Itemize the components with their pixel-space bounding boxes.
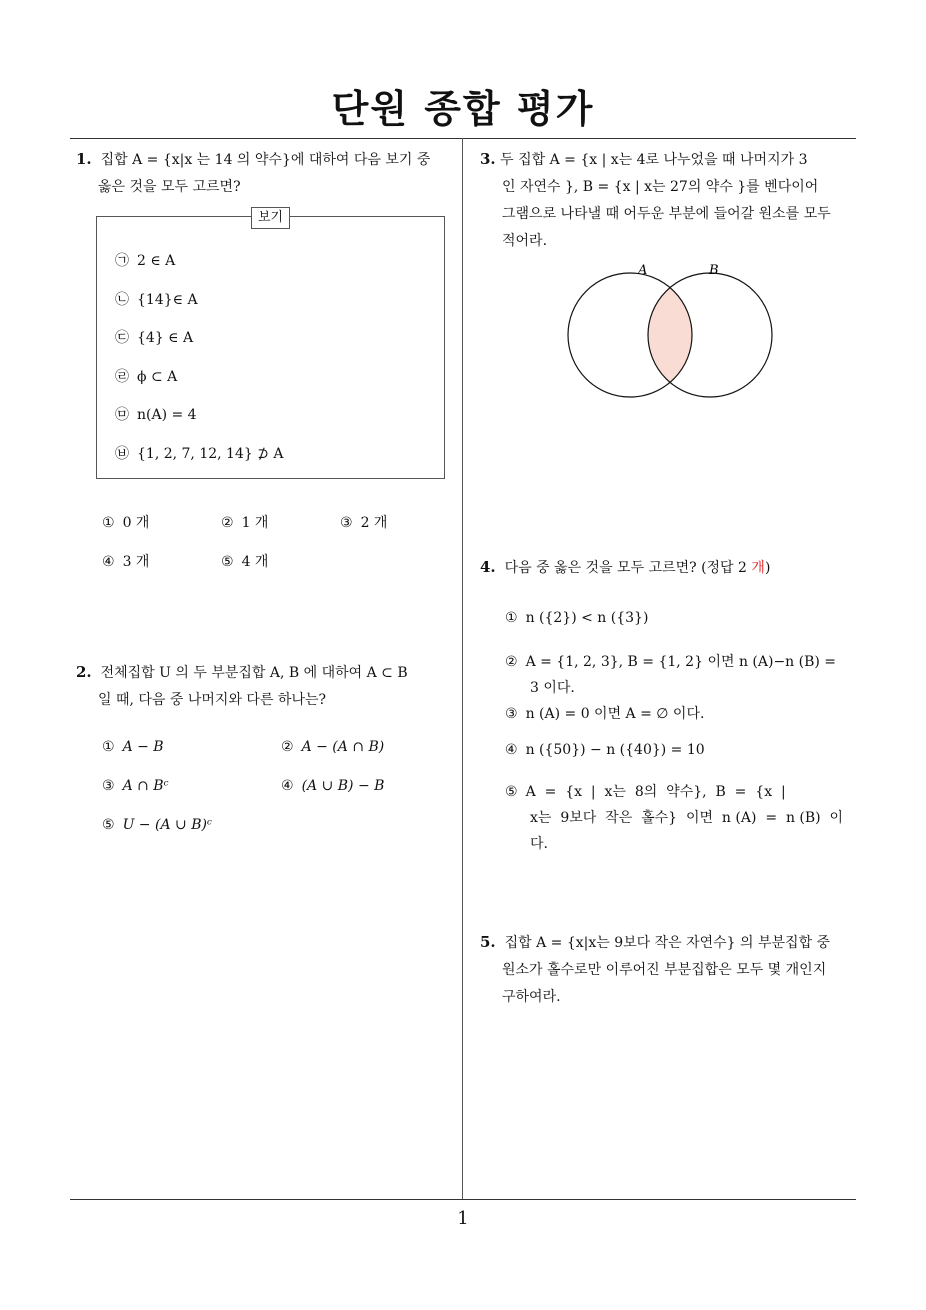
page-number: 1 [457,1208,469,1229]
question-text: 일 때, 다음 중 나머지와 다른 하나는? [98,692,326,708]
answer-choice[interactable]: ④ 3 개 [102,554,150,570]
question-number: 4. [480,558,496,576]
question-number: 3. [480,150,496,168]
question-text-red: 개 [751,560,765,576]
question-text: 적어라. [502,233,548,249]
answer-choice[interactable]: ② 1 개 [221,515,269,531]
question-2 [76,659,408,714]
answer-choice[interactable]: ③ 2 개 [340,515,388,531]
question-4: 4. 다음 중 옳은 것을 모두 고르면? (정답 2 개) [480,558,771,576]
answer-choice[interactable]: ② A − (A ∩ B) [281,739,385,755]
question-text: 집합 A = {x|x는 9보다 작은 자연수} 의 부분집합 중 [504,935,831,951]
question-text: 인 자연수 }, B = {x | x는 27의 약수 }를 벤다이어 [502,179,819,195]
bogi-item: ㉣ ϕ ⊂ A [115,369,178,385]
question-text: 옳은 것을 모두 고르면? [98,179,241,195]
column-divider [462,138,463,1199]
venn-intersection-shade [648,273,772,397]
bogi-label: 보기 [251,207,290,229]
answer-choice[interactable]: ④ n ({50}) − n ({40}) = 10 [505,742,705,758]
answer-choice[interactable]: ① n ({2}) < n ({3}) [505,610,649,626]
bogi-item: ㉢ {4} ∈ A [115,330,194,346]
answer-choice[interactable]: ③ n (A) = 0 이면 A = ∅ 이다. [505,706,705,722]
question-text: 다음 중 옳은 것을 모두 고르면? (정답 2 [504,560,747,576]
question-text: 전체집합 U 의 두 부분집합 A, B 에 대하여 A ⊂ B [100,665,408,681]
question-text: 원소가 홀수로만 이루어진 부분집합은 모두 몇 개인지 [502,962,827,978]
answer-choice[interactable]: ⑤ U − (A ∪ B)ᶜ [102,817,212,833]
question-5 [480,929,830,1011]
bogi-box [96,210,445,479]
question-number: 2. [76,663,92,681]
bogi-item: ㉥ {1, 2, 7, 12, 14} ⊅ A [115,446,284,462]
answer-choice[interactable]: ④ (A ∪ B) − B [281,778,385,794]
page-title: 단원 종합 평가 [331,87,595,131]
bottom-rule [70,1199,856,1200]
venn-label-a: A [638,263,648,278]
venn-label-b: B [709,263,719,278]
top-rule [70,138,856,139]
question-text: 구하여라. [502,989,561,1005]
answer-choice[interactable]: ⑤ 4 개 [221,554,269,570]
question-text: 두 집합 A = {x | x는 4로 나누었을 때 나머지가 3 [500,152,808,168]
answer-choice[interactable]: ① 0 개 [102,515,150,531]
bogi-item: ㉠ 2 ∈ A [115,253,176,269]
bogi-item: ㉡ {14}∈ A [115,292,198,308]
venn-diagram [560,255,800,415]
answer-choice[interactable]: ③ A ∩ Bᶜ [102,778,169,794]
answer-choice[interactable]: ① A − B [102,739,164,755]
question-number: 5. [480,933,496,951]
bogi-item: ㉤ n(A) = 4 [115,407,197,423]
answer-choice[interactable]: ② A = {1, 2, 3}, B = {1, 2} 이면 n (A)−n (B) = 3 이다. [505,654,837,696]
question-number: 1. [76,150,92,168]
question-1 [76,146,430,201]
answer-choice[interactable]: ⑤ A = {x | x는 8의 약수}, B = {x | x는 9보다 작은 홀수} 이면 n (A) = n (B) 이 다. [505,784,844,852]
question-text: 집합 A = {x|x 는 14 의 약수}에 대하여 다음 보기 중 [100,152,431,168]
question-3 [480,146,831,255]
question-text: 그램으로 나타낼 때 어두운 부분에 들어갈 원소를 모두 [502,206,831,222]
